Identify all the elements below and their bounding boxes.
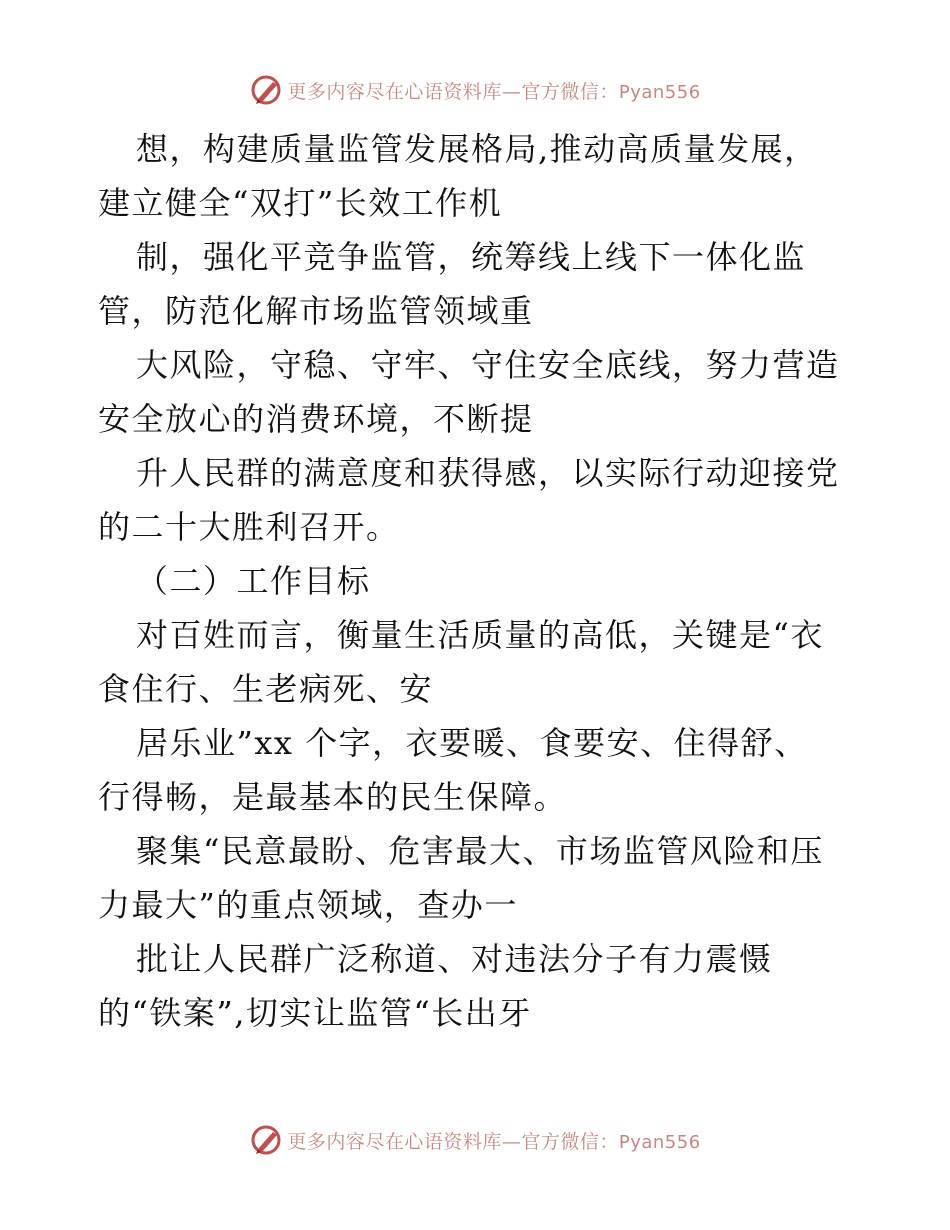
- header-watermark: [0, 70, 950, 110]
- text-line: 升人民群的满意度和获得感，以实际行动迎接党: [136, 454, 840, 492]
- text-line: 批让人民群广泛称道、对违法分子有力震慑: [136, 940, 773, 978]
- watermark-text: 更多内容尽在心语资料库—官方微信：: [287, 1130, 619, 1153]
- body-text: [98, 122, 858, 1040]
- watermark-id: Pyan556: [618, 81, 701, 103]
- text-line: 大风险，守稳、守牢、守住安全底线，努力营造: [136, 346, 840, 384]
- text-line: 对百姓而言，衡量生活质量的高低，关键是“衣: [136, 616, 824, 654]
- pen-logo-icon: [249, 73, 283, 107]
- text-line: 安全放心的消费环境，不断提: [98, 400, 534, 438]
- text-line: 行得畅，是最基本的民生保障。: [98, 778, 568, 816]
- text-line: 居乐业”xx 个字，衣要暖、食要安、住得舒、: [136, 724, 808, 762]
- watermark-id: Pyan556: [618, 1131, 701, 1153]
- text-line: 管，防范化解市场监管领域重: [98, 292, 534, 330]
- text-line: 聚集“民意最盼、危害最大、市场监管风险和压: [136, 832, 824, 870]
- text-line: 想，构建质量监管发展格局,推动高质量发展，: [136, 130, 818, 168]
- pen-logo-icon: [249, 1123, 283, 1157]
- text-line: 的“铁案”,切实让监管“长出牙: [98, 994, 532, 1032]
- text-line: 建立健全“双打”长效工作机: [98, 184, 503, 222]
- text-line: 食住行、生老病死、安: [98, 670, 434, 708]
- footer-watermark: [0, 1120, 950, 1160]
- text-line: 力最大”的重点领域，查办一: [98, 886, 518, 924]
- text-line: 制，强化平竞争监管，统筹线上线下一体化监: [136, 238, 807, 276]
- watermark-text: 更多内容尽在心语资料库—官方微信：: [287, 80, 619, 103]
- text-line: （二）工作目标: [136, 562, 371, 600]
- text-line: 的二十大胜利召开。: [98, 508, 400, 546]
